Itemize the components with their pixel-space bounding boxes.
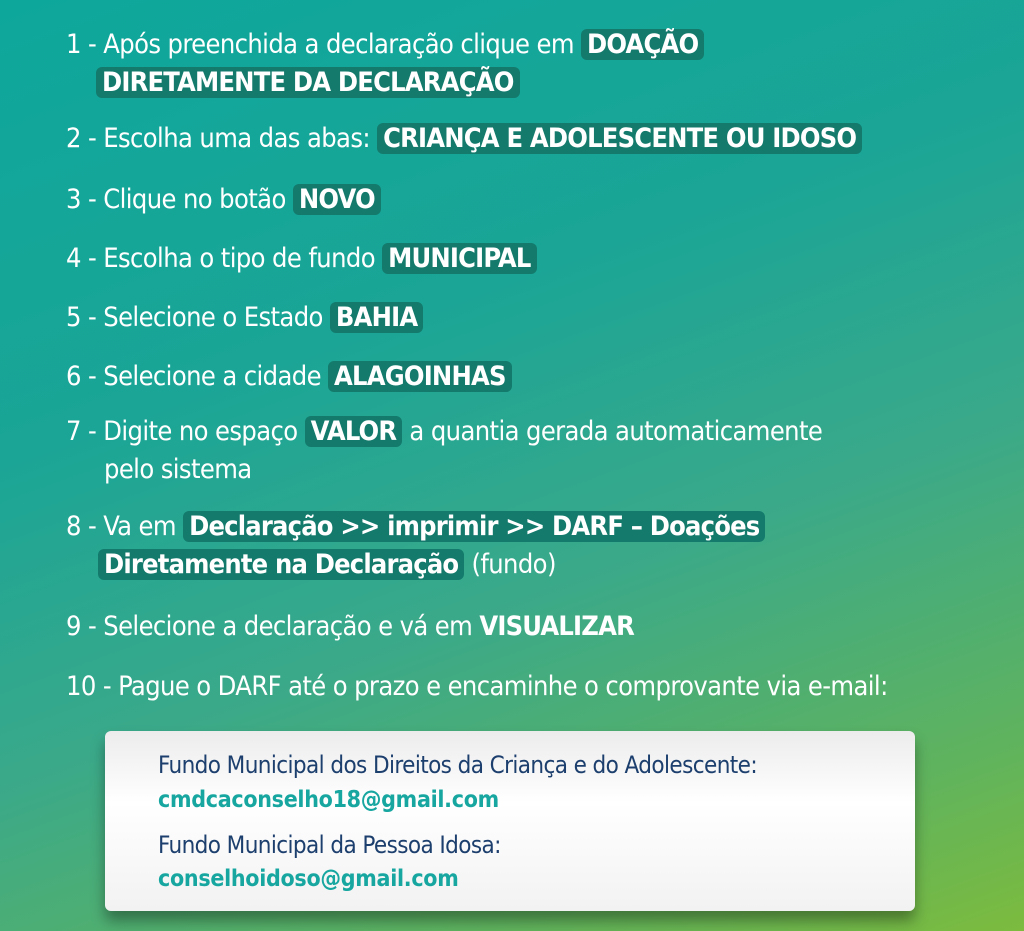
step-1-highlight-cont: DIRETAMENTE DA DECLARAÇÃO (96, 67, 520, 98)
step-3-text: 3 - Clique no botão (66, 184, 293, 215)
step-6 (66, 358, 512, 396)
step-10 (66, 668, 888, 706)
step-9 (66, 608, 634, 646)
fund-elderly-label: Fundo Municipal da Pessoa Idosa: (158, 831, 501, 859)
step-8 (66, 508, 765, 584)
fund-elderly-email[interactable]: conselhoidoso@gmail.com (158, 866, 459, 892)
step-8-highlight-cont: Diretamente na Declaração (98, 549, 464, 580)
contact-card (105, 731, 915, 911)
step-2 (66, 120, 862, 158)
step-7-text-after: a quantia gerada automaticamente (402, 416, 823, 447)
step-4-highlight: MUNICIPAL (382, 243, 537, 274)
step-8-text-after: (fundo) (464, 549, 556, 580)
step-3-highlight: NOVO (293, 184, 381, 215)
step-6-highlight: ALAGOINHAS (328, 361, 512, 392)
step-4-text: 4 - Escolha o tipo de fundo (66, 243, 383, 274)
step-6-text: 6 - Selecione a cidade (66, 361, 329, 392)
step-3 (66, 181, 381, 219)
step-7-text-cont: pelo sistema (104, 454, 252, 485)
step-1-text: 1 - Após preenchida a declaração clique em (66, 29, 582, 60)
step-2-highlight: CRIANÇA E ADOLESCENTE OU IDOSO (377, 123, 862, 154)
step-1 (66, 26, 704, 102)
step-7 (66, 413, 822, 489)
fund-children-email[interactable]: cmdcaconselho18@gmail.com (158, 787, 499, 813)
step-4 (66, 240, 537, 278)
step-5-text: 5 - Selecione o Estado (66, 302, 330, 333)
step-9-text: 9 - Selecione a declaração e vá em (66, 611, 480, 642)
step-1-highlight: DOAÇÃO (581, 29, 704, 60)
step-5-highlight: BAHIA (330, 302, 423, 333)
step-10-text: 10 - Pague o DARF até o prazo e encaminhe o comprovante via e-mail: (66, 671, 888, 702)
step-8-highlight: Declaração >> imprimir >> DARF – Doações (183, 511, 765, 542)
step-7-text: 7 - Digite no espaço (66, 416, 305, 447)
step-8-text: 8 - Va em (66, 511, 184, 542)
step-2-text: 2 - Escolha uma das abas: (66, 123, 378, 154)
fund-children-label: Fundo Municipal dos Direitos da Criança e do Adolescente: (158, 751, 758, 779)
step-7-highlight: VALOR (305, 416, 403, 447)
step-5 (66, 299, 423, 337)
step-9-highlight: VISUALIZAR (479, 611, 634, 642)
